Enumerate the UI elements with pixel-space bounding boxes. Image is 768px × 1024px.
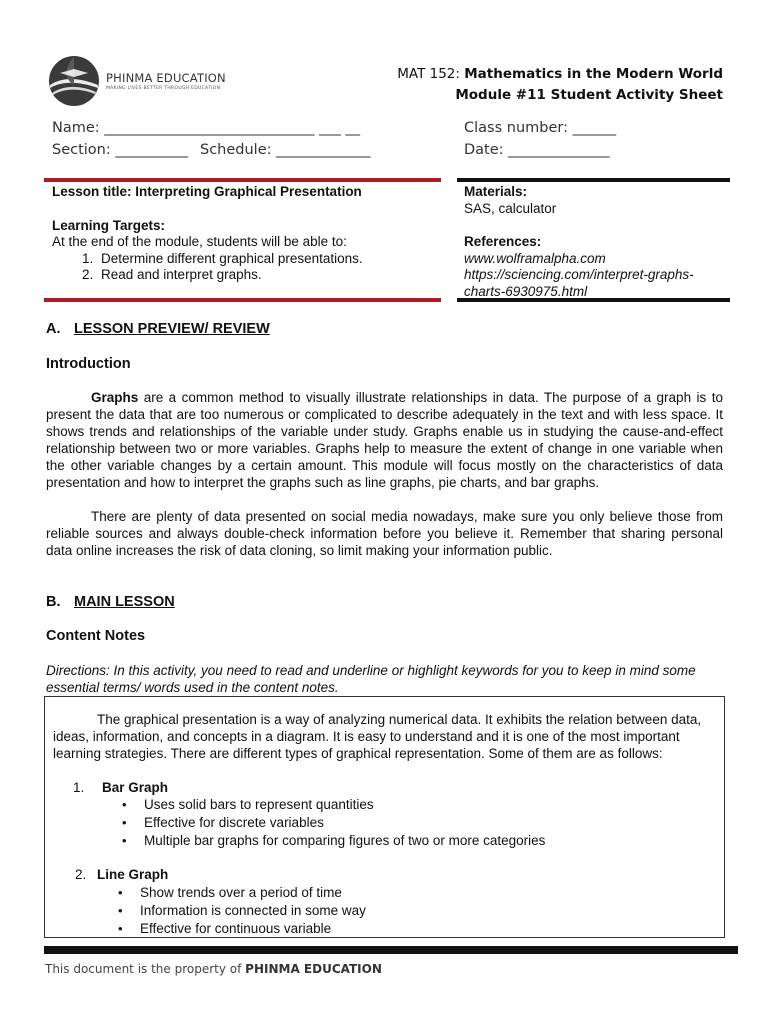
footer-rule bbox=[44, 946, 738, 954]
phinma-globe-icon bbox=[48, 55, 100, 107]
introduction-heading: Introduction bbox=[46, 356, 131, 372]
introduction-paragraph-1 bbox=[46, 389, 723, 491]
content-notes-paragraph bbox=[53, 711, 717, 762]
course-header bbox=[397, 64, 723, 106]
footer-brand: PHINMA EDUCATION bbox=[245, 962, 382, 976]
learning-targets-intro: At the end of the module, students will be able to: bbox=[52, 234, 347, 249]
section-b-number: B. bbox=[46, 594, 61, 610]
bar-graph-bullet: • Multiple bar graphs for comparing figures of two or more categories bbox=[119, 832, 545, 850]
line-graph-bullet: • Effective for continuous variable bbox=[115, 920, 366, 938]
bar-graph-heading bbox=[73, 780, 168, 795]
introduction-paragraph-2-text: There are plenty of data presented on social media nowadays, make sure you only believe those from reliable sources and always double-check information before you believe it. Remember that sharing personal data online increases the risk of data cloning, so limit making your information public. bbox=[46, 509, 723, 558]
class-number-field: Class number: ______ bbox=[464, 120, 617, 136]
line-graph-bullets bbox=[115, 884, 366, 938]
module-title: Module #11 Student Activity Sheet bbox=[455, 87, 723, 103]
course-code: MAT 152: bbox=[397, 66, 460, 82]
reference-link[interactable]: www.wolframalpha.com bbox=[464, 250, 606, 266]
line-graph-number: 2. bbox=[75, 867, 87, 882]
section-b-heading bbox=[46, 594, 175, 610]
line-graph-bullet: • Information is connected in some way bbox=[115, 902, 366, 920]
learning-targets-list bbox=[97, 251, 437, 284]
course-title: Mathematics in the Modern World bbox=[464, 66, 723, 82]
footer-prefix: This document is the property of bbox=[45, 962, 246, 976]
bar-graph-bullets bbox=[119, 796, 545, 850]
section-b-title: MAIN LESSON bbox=[74, 594, 175, 610]
line-graph-bullet: • Show trends over a period of time bbox=[115, 884, 366, 902]
bar-graph-bullet: • Uses solid bars to represent quantities bbox=[119, 796, 545, 814]
graphs-term: Graphs bbox=[91, 390, 139, 405]
content-notes-box bbox=[44, 696, 725, 938]
materials-top-rule bbox=[457, 178, 730, 182]
reference-link[interactable]: https://sciencing.com/interpret-graphs- bbox=[464, 267, 694, 282]
logo-name: PHINMA EDUCATION bbox=[106, 71, 226, 85]
materials-info bbox=[464, 184, 724, 300]
lesson-title: Lesson title: Interpreting Graphical Presentation bbox=[52, 184, 362, 199]
bar-graph-title: Bar Graph bbox=[102, 780, 169, 795]
bar-graph-number: 1. bbox=[73, 780, 85, 795]
materials-text: SAS, calculator bbox=[464, 200, 557, 216]
schedule-field: Schedule: _____________ bbox=[200, 142, 371, 158]
section-a-number: A. bbox=[46, 321, 61, 337]
section-a-title: LESSON PREVIEW/ REVIEW bbox=[74, 321, 270, 337]
introduction-paragraph-1-text: are a common method to visually illustrate relationships in data. The purpose of a graph is to present the data that are too numerous or complicated to describe adequately in the text and with less space. It shows trends and relationships of the variable under study. Graphs enable us in studying the cause-and-effect relationship between two or more variables. Graphs help to measure the extent of change in one variable when the other variable changes by a certain amount. This module will focus mostly on the characteristics of data presentation and how to interpret the graphs such as line graphs, pie charts, and bar graphs. bbox=[46, 390, 723, 490]
line-graph-title: Line Graph bbox=[97, 867, 169, 882]
content-notes-paragraph-text: The graphical presentation is a way of analyzing numerical data. It exhibits the relation between data, ideas, information, and concepts in a diagram. It is easy to understand and it is one of the most important learning strategies. There are different types of graphical representation. Some of them are as follows: bbox=[53, 712, 702, 761]
section-field: Section: __________ bbox=[52, 142, 188, 158]
materials-heading: Materials: bbox=[464, 184, 528, 199]
reference-link-continued[interactable]: charts-6930975.html bbox=[464, 283, 588, 299]
phinma-logo bbox=[48, 54, 226, 108]
learning-target-item: 2. Read and interpret graphs. bbox=[97, 267, 437, 284]
date-field: Date: ______________ bbox=[464, 142, 610, 158]
logo-tagline: MAKING LIVES BETTER THROUGH EDUCATION bbox=[106, 86, 221, 91]
bar-graph-bullet: • Effective for discrete variables bbox=[119, 814, 545, 832]
learning-targets-heading: Learning Targets: bbox=[52, 217, 166, 233]
directions-text: Directions: In this activity, you need to read and underline or highlight keywords for you to keep in mind some essential terms/ words used in the content notes. bbox=[46, 663, 696, 695]
name-field: Name: _____________________________ ___ __ bbox=[52, 120, 360, 136]
content-notes-heading: Content Notes bbox=[46, 628, 146, 644]
lesson-info bbox=[52, 184, 437, 284]
lesson-bottom-rule bbox=[44, 298, 441, 302]
lesson-top-rule bbox=[44, 178, 441, 182]
learning-target-item: 1. Determine different graphical presentations. bbox=[97, 251, 437, 268]
references-heading: References: bbox=[464, 234, 542, 249]
line-graph-heading bbox=[75, 867, 168, 882]
introduction-paragraph-2 bbox=[46, 508, 723, 559]
footer-text bbox=[45, 962, 382, 976]
section-a-heading bbox=[46, 321, 270, 337]
